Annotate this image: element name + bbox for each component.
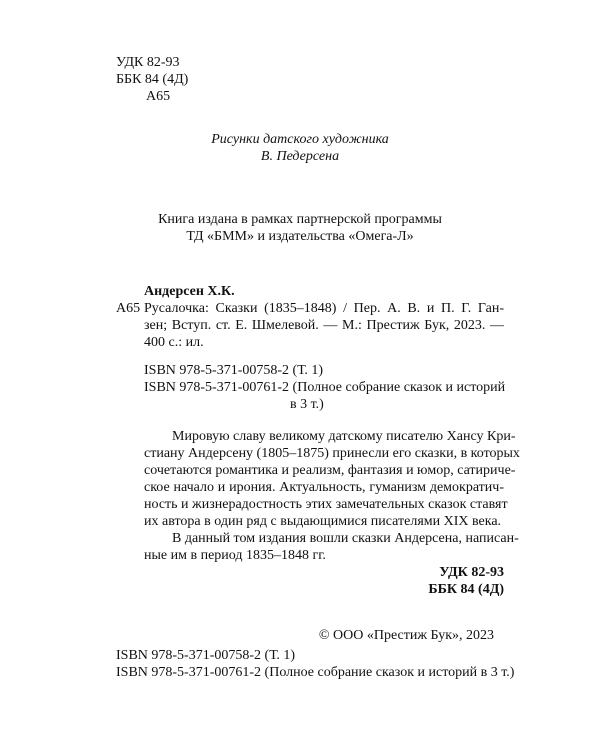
- record-line-2: зен; Вступ. ст. Е. Шмелевой. — М.: Престиж Бук, 2023. —: [144, 318, 504, 333]
- record-mark: А65: [116, 301, 141, 316]
- annotation-paragraph-2: [144, 530, 519, 564]
- annotation-line: Мировую славу великому датскому писателю Хансу Кри-: [172, 429, 516, 444]
- bottom-codes: [428, 564, 504, 598]
- header-codes: [116, 54, 188, 105]
- record-description: [144, 300, 504, 351]
- partnership-note: [100, 211, 500, 245]
- annotation-line: сочетаются романтика и реализм, фантазия и юмор, сатириче-: [144, 463, 516, 478]
- author-mark: А65: [146, 89, 171, 104]
- annotation-line: В данный том издания вошли сказки Андерсена, написан-: [172, 531, 519, 546]
- isbn-collection-cont: в 3 т.): [290, 397, 324, 412]
- bottom-bbk-code: ББК 84 (4Д): [428, 582, 504, 597]
- partnership-line-2: ТД «БММ» и издательства «Омега-Л»: [186, 229, 414, 244]
- bbk-code: ББК 84 (4Д): [116, 72, 189, 87]
- bottom-udk-code: УДК 82-93: [439, 565, 504, 580]
- illustrations-line-1: Рисунки датского художника: [211, 132, 389, 147]
- record-line-3: 400 с.: ил.: [144, 335, 204, 350]
- record-isbn-block: [144, 362, 505, 413]
- bottom-isbn-block: [116, 647, 514, 681]
- isbn-collection: ISBN 978-5-371-00761-2 (Полное собрание сказок и историй: [144, 380, 506, 395]
- copyright-notice: © ООО «Престиж Бук», 2023: [318, 628, 494, 643]
- udk-code: УДК 82-93: [116, 55, 180, 70]
- annotation-paragraph-1: [144, 428, 520, 530]
- partnership-line-1: Книга издана в рамках партнерской программы: [158, 212, 442, 227]
- illustrations-line-2: В. Педерсена: [260, 149, 340, 164]
- annotation-line: их автора в один ряд с выдающимися писателями XIX века.: [144, 514, 502, 529]
- record-line-1: Русалочка: Сказки (1835–1848) / Пер. А. В. и П. Г. Ган-: [144, 301, 504, 316]
- annotation-line: ные им в период 1835–1848 гг.: [144, 548, 326, 563]
- bottom-isbn-volume: ISBN 978-5-371-00758-2 (Т. 1): [116, 648, 296, 663]
- isbn-volume: ISBN 978-5-371-00758-2 (Т. 1): [144, 363, 324, 378]
- annotation-line: ское начало и ирония. Актуальность, гуманизм демократич-: [144, 480, 504, 495]
- annotation-line: стиану Андерсену (1805–1875) принесли его сказки, в которых: [144, 446, 520, 461]
- bottom-isbn-collection: ISBN 978-5-371-00761-2 (Полное собрание сказок и историй в 3 т.): [116, 665, 515, 680]
- record-author-heading: Андерсен Х.К.: [144, 284, 235, 299]
- annotation-line: ность и жизнерадостность этих замечательных сказок ставят: [144, 497, 508, 512]
- illustrations-credit: [150, 131, 450, 165]
